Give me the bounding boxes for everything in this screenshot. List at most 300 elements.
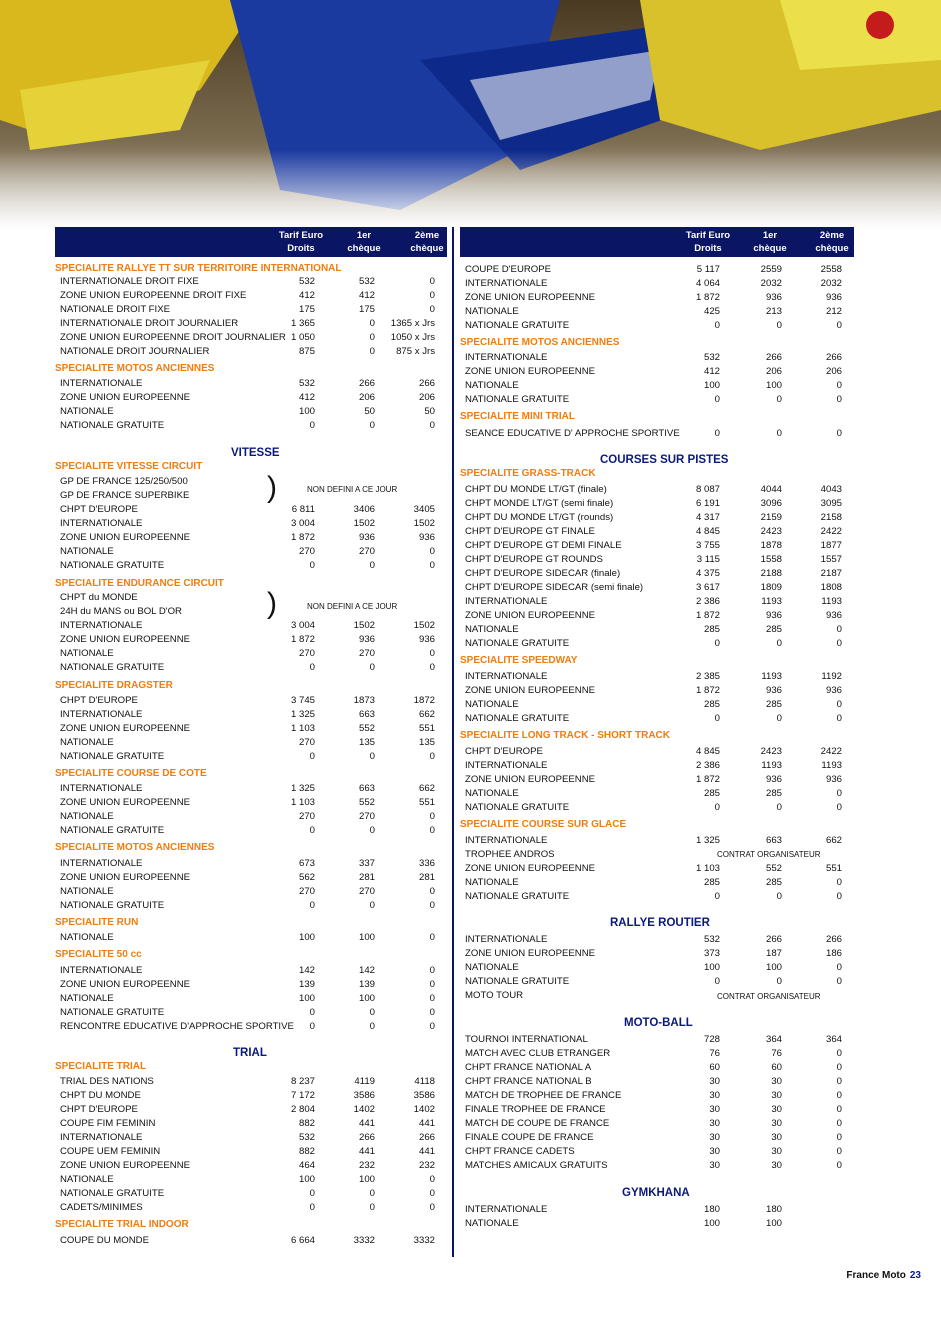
second-cheque-value: 662 <box>418 709 435 720</box>
second-cheque-value: 266 <box>418 378 435 389</box>
second-cheque-value: 336 <box>418 858 435 869</box>
row-label: INTERNATIONALE <box>465 671 548 682</box>
table-row <box>55 750 447 764</box>
row-label: CHPT D'EUROPE GT DEMI FINALE <box>465 540 622 551</box>
row-label: INTERNATIONALE <box>465 835 548 846</box>
first-cheque-value: 270 <box>358 648 375 659</box>
first-cheque-value: 663 <box>358 783 375 794</box>
second-cheque-value: 0 <box>836 1146 842 1157</box>
tarif-value: 6 664 <box>290 1235 315 1246</box>
tarif-value: 3 004 <box>290 620 315 631</box>
second-cheque-value: 1502 <box>413 518 435 529</box>
tarif-value: 1 872 <box>695 774 720 785</box>
first-cheque-value: 0 <box>776 428 782 439</box>
tarif-value: 532 <box>298 276 315 287</box>
first-cheque-value: 100 <box>765 1218 782 1229</box>
row-label: CHPT FRANCE NATIONAL B <box>465 1076 592 1087</box>
table-row <box>55 1103 447 1117</box>
tarif-value: 30 <box>709 1090 720 1101</box>
tarif-value: 270 <box>298 546 315 557</box>
row-label: CHPT FRANCE NATIONAL A <box>465 1062 592 1073</box>
tarif-value: 0 <box>714 802 720 813</box>
table-row <box>55 824 447 838</box>
second-cheque-value: 2158 <box>820 512 842 523</box>
table-row <box>55 1173 447 1187</box>
first-cheque-value: 30 <box>771 1118 782 1129</box>
second-cheque-value: 0 <box>429 1174 435 1185</box>
first-cheque-value: 337 <box>358 858 375 869</box>
first-cheque-value: 0 <box>369 332 375 343</box>
table-row <box>55 559 447 573</box>
first-cheque-value: 270 <box>358 811 375 822</box>
row-label: NATIONALE <box>465 788 519 799</box>
table-row <box>55 647 447 661</box>
tarif-value: 100 <box>703 962 720 973</box>
second-cheque-value: 0 <box>429 1021 435 1032</box>
second-cheque-value: 0 <box>836 624 842 635</box>
tarif-value: 3 115 <box>696 554 720 565</box>
row-label: ZONE UNION EUROPEENNE <box>465 863 596 874</box>
second-cheque-value: 0 <box>836 320 842 331</box>
second-cheque-value: 0 <box>429 648 435 659</box>
first-cheque-value: 187 <box>765 948 782 959</box>
tarif-value: 60 <box>709 1062 720 1073</box>
row-label: CHPT D'EUROPE <box>60 504 138 515</box>
tarif-value: 6 811 <box>291 504 315 515</box>
row-label: INTERNATIONALE <box>60 1132 143 1143</box>
first-cheque-value: 142 <box>358 965 375 976</box>
tarif-value: 270 <box>298 648 315 659</box>
tarif-value: 875 <box>298 346 315 357</box>
tarif-value: 142 <box>298 965 315 976</box>
section-heading: SPECIALITE VITESSE CIRCUIT <box>55 461 203 472</box>
row-label: NATIONALE GRATUITE <box>465 713 570 724</box>
second-cheque-value: 0 <box>836 713 842 724</box>
table-row <box>55 419 447 433</box>
second-cheque-value: 1808 <box>820 582 842 593</box>
row-label: INTERNATIONALE <box>60 620 143 631</box>
row-label: NATIONALE GRATUITE <box>60 825 165 836</box>
tarif-value: 0 <box>309 420 315 431</box>
category-title: VITESSE <box>231 447 280 459</box>
tarif-value: 0 <box>714 320 720 331</box>
row-label: INTERNATIONALE <box>60 709 143 720</box>
tarif-value: 1 365 <box>290 318 315 329</box>
second-cheque-value: 875 x Jrs <box>396 346 435 357</box>
table-row <box>460 975 854 989</box>
tarif-value: 30 <box>709 1104 720 1115</box>
tarif-value: 3 617 <box>695 582 720 593</box>
table-row <box>55 517 447 531</box>
row-label: CADETS/MINIMES <box>60 1202 143 1213</box>
tarif-value: 673 <box>298 858 315 869</box>
table-row <box>55 1145 447 1159</box>
table-row <box>55 708 447 722</box>
table-row <box>460 834 854 848</box>
first-cheque-value: 0 <box>369 662 375 673</box>
table-row <box>460 862 854 876</box>
tarif-value: 30 <box>709 1118 720 1129</box>
first-cheque-value: 3332 <box>353 1235 375 1246</box>
row-label: GP DE FRANCE 125/250/500 <box>60 476 188 487</box>
table-row <box>55 1089 447 1103</box>
second-cheque-value: 266 <box>418 1132 435 1143</box>
tarif-value: 1 103 <box>290 797 315 808</box>
tarif-value: 0 <box>309 1188 315 1199</box>
second-cheque-value: 1193 <box>821 596 842 607</box>
second-cheque-value: 0 <box>836 962 842 973</box>
section-heading: SPECIALITE TRIAL <box>55 1061 147 1072</box>
table-row <box>460 609 854 623</box>
table-row <box>460 427 854 441</box>
tarif-value: 270 <box>298 737 315 748</box>
row-label: CHPT DU MONDE <box>60 1090 141 1101</box>
second-cheque-value: 0 <box>429 1202 435 1213</box>
row-label: ZONE UNION EUROPEENNE <box>465 610 596 621</box>
row-label: NATIONALE GRATUITE <box>465 802 570 813</box>
tarif-value: 4 317 <box>695 512 720 523</box>
section-heading: SPECIALITE DRAGSTER <box>55 680 173 691</box>
first-cheque-value: 1502 <box>353 620 375 631</box>
tarif-value: 728 <box>703 1034 720 1045</box>
first-cheque-value: 100 <box>358 993 375 1004</box>
second-cheque-value: 936 <box>825 610 842 621</box>
first-cheque-value: 285 <box>765 699 782 710</box>
second-cheque-value: 3095 <box>820 498 842 509</box>
row-label: CHPT DU MONDE LT/GT (rounds) <box>465 512 614 523</box>
first-cheque-value: 0 <box>776 713 782 724</box>
row-label: ZONE UNION EUROPEENNE DROIT JOURNALIER <box>60 332 286 343</box>
first-cheque-value: 100 <box>358 932 375 943</box>
first-cheque-value: 2159 <box>760 512 782 523</box>
row-label: INTERNATIONALE <box>60 858 143 869</box>
tarif-value: 2 804 <box>290 1104 315 1115</box>
table-row <box>55 1234 447 1248</box>
table-row <box>460 379 854 393</box>
tarif-value: 1 325 <box>290 709 315 720</box>
row-label: ZONE UNION EUROPEENNE <box>60 797 191 808</box>
second-cheque-value: 0 <box>429 965 435 976</box>
table-row <box>55 317 447 331</box>
row-label: CHPT D'EUROPE SIDECAR (semi finale) <box>465 582 644 593</box>
table-row <box>55 377 447 391</box>
tarif-value: 1 103 <box>290 723 315 734</box>
first-cheque-value: 3586 <box>353 1090 375 1101</box>
row-label: SEANCE EDUCATIVE D' APPROCHE SPORTIVE <box>465 428 680 439</box>
row-label: INTERNATIONALE <box>465 934 548 945</box>
row-label: NATIONALE DROIT FIXE <box>60 304 170 315</box>
second-cheque-value: 1192 <box>821 671 842 682</box>
first-cheque-value: 663 <box>358 709 375 720</box>
row-label: NATIONALE <box>60 993 114 1004</box>
first-cheque-value: 552 <box>358 723 375 734</box>
table-row <box>55 275 447 289</box>
row-label: NATIONALE <box>465 306 519 317</box>
first-cheque-value: 266 <box>765 352 782 363</box>
second-cheque-value: 0 <box>429 811 435 822</box>
tarif-value: 285 <box>703 788 720 799</box>
row-label: NATIONALE GRATUITE <box>60 560 165 571</box>
table-row <box>460 581 854 595</box>
table-row <box>55 1159 447 1173</box>
tarif-value: 175 <box>298 304 315 315</box>
first-cheque-value: 936 <box>358 532 375 543</box>
tarif-value: 882 <box>298 1118 315 1129</box>
first-cheque-value: 0 <box>369 318 375 329</box>
table-row <box>460 801 854 815</box>
table-row <box>55 810 447 824</box>
first-cheque-value: 663 <box>765 835 782 846</box>
row-label: NATIONALE <box>60 886 114 897</box>
row-label: CHPT D'EUROPE SIDECAR (finale) <box>465 568 621 579</box>
section-heading: SPECIALITE SPEEDWAY <box>460 655 578 666</box>
first-cheque-value: 2188 <box>760 568 782 579</box>
first-cheque-value: 266 <box>358 378 375 389</box>
tarif-value: 30 <box>709 1076 720 1087</box>
table-row <box>460 623 854 637</box>
first-cheque-value: 0 <box>369 825 375 836</box>
second-cheque-value: 0 <box>836 428 842 439</box>
first-cheque-value: 60 <box>771 1062 782 1073</box>
table-row <box>460 511 854 525</box>
second-cheque-value: 1502 <box>413 620 435 631</box>
table-row <box>55 619 447 633</box>
page-number: 23 <box>909 1270 921 1281</box>
second-cheque-value: 0 <box>429 825 435 836</box>
first-cheque-value: 0 <box>369 346 375 357</box>
row-label: NATIONALE GRATUITE <box>465 976 570 987</box>
second-cheque-value: 0 <box>429 304 435 315</box>
first-cheque-value: 285 <box>765 624 782 635</box>
second-cheque-value: 1402 <box>413 1104 435 1115</box>
row-label: TROPHEE ANDROS <box>465 849 555 860</box>
row-label: FINALE COUPE DE FRANCE <box>465 1132 594 1143</box>
table-row <box>55 1075 447 1089</box>
section-heading: SPECIALITE ENDURANCE CIRCUIT <box>55 578 224 589</box>
tarif-value: 1 872 <box>290 634 315 645</box>
tarif-value: 100 <box>703 380 720 391</box>
first-cheque-value: 936 <box>765 774 782 785</box>
header-1er-cheque: 1er chèque <box>753 230 787 254</box>
row-label: NATIONALE <box>60 811 114 822</box>
table-row <box>460 1159 854 1173</box>
tarif-value: 4 375 <box>695 568 720 579</box>
tarif-value: 30 <box>709 1146 720 1157</box>
table-row <box>460 595 854 609</box>
first-cheque-value: 270 <box>358 886 375 897</box>
second-cheque-value: 3586 <box>413 1090 435 1101</box>
first-cheque-value: 0 <box>776 394 782 405</box>
row-note: NON DEFINI A CE JOUR <box>307 602 398 611</box>
first-cheque-value: 0 <box>776 638 782 649</box>
table-row <box>55 722 447 736</box>
first-cheque-value: 3406 <box>353 504 375 515</box>
table-row <box>55 964 447 978</box>
table-row <box>55 633 447 647</box>
table-row <box>460 319 854 333</box>
table-row <box>460 947 854 961</box>
first-cheque-value: 0 <box>776 976 782 987</box>
tarif-value: 532 <box>703 352 720 363</box>
tarif-value: 8 237 <box>290 1076 315 1087</box>
first-cheque-value: 76 <box>771 1048 782 1059</box>
second-cheque-value: 1872 <box>413 695 435 706</box>
second-cheque-value: 3332 <box>413 1235 435 1246</box>
first-cheque-value: 30 <box>771 1132 782 1143</box>
table-row <box>460 890 854 904</box>
row-label: NATIONALE <box>465 962 519 973</box>
row-label: ZONE UNION EUROPEENNE <box>60 723 191 734</box>
first-cheque-value: 1193 <box>761 760 782 771</box>
first-cheque-value: 139 <box>358 979 375 990</box>
first-cheque-value: 100 <box>358 1174 375 1185</box>
row-label: ZONE UNION EUROPEENNE DROIT FIXE <box>60 290 247 301</box>
tarif-value: 100 <box>703 1218 720 1229</box>
tarif-value: 412 <box>298 392 315 403</box>
row-label: MATCH DE TROPHEE DE FRANCE <box>465 1090 622 1101</box>
hero-photo <box>0 0 941 230</box>
second-cheque-value: 135 <box>418 737 435 748</box>
second-cheque-value: 0 <box>429 560 435 571</box>
second-cheque-value: 0 <box>836 394 842 405</box>
table-row <box>460 1089 854 1103</box>
row-label: ZONE UNION EUROPEENNE <box>60 532 191 543</box>
tarif-value: 425 <box>703 306 720 317</box>
first-cheque-value: 30 <box>771 1076 782 1087</box>
row-label: ZONE UNION EUROPEENNE <box>60 872 191 883</box>
tarif-value: 270 <box>298 886 315 897</box>
table-row <box>55 545 447 559</box>
first-cheque-value: 266 <box>358 1132 375 1143</box>
first-cheque-value: 441 <box>358 1146 375 1157</box>
row-label: MATCHES AMICAUX GRATUITS <box>465 1160 608 1171</box>
first-cheque-value: 50 <box>364 406 375 417</box>
table-row <box>55 796 447 810</box>
row-note: NON DEFINI A CE JOUR <box>307 485 398 494</box>
first-cheque-value: 0 <box>369 900 375 911</box>
second-cheque-value: 0 <box>429 1007 435 1018</box>
second-cheque-value: 936 <box>825 774 842 785</box>
first-cheque-value: 285 <box>765 877 782 888</box>
first-cheque-value: 0 <box>776 320 782 331</box>
second-cheque-value: 3405 <box>413 504 435 515</box>
table-row <box>55 782 447 796</box>
row-label: MATCH AVEC CLUB ETRANGER <box>465 1048 611 1059</box>
tarif-value: 0 <box>714 394 720 405</box>
table-row <box>55 978 447 992</box>
section-heading: SPECIALITE MOTOS ANCIENNES <box>55 842 215 853</box>
tarif-value: 7 172 <box>290 1090 315 1101</box>
tarif-value: 1 872 <box>290 532 315 543</box>
table-row <box>55 661 447 675</box>
second-cheque-value: 232 <box>418 1160 435 1171</box>
tarif-value: 0 <box>309 751 315 762</box>
second-cheque-value: 551 <box>418 797 435 808</box>
table-row <box>460 745 854 759</box>
table-row <box>460 773 854 787</box>
second-cheque-value: 551 <box>418 723 435 734</box>
first-cheque-value: 30 <box>771 1160 782 1171</box>
header-tarif-euro: Tarif Euro Droits <box>278 230 324 254</box>
table-row <box>55 1006 447 1020</box>
table-row <box>460 553 854 567</box>
second-cheque-value: 936 <box>418 634 435 645</box>
table-row <box>55 1131 447 1145</box>
first-cheque-value: 936 <box>765 685 782 696</box>
tarif-value: 0 <box>714 713 720 724</box>
tarif-value: 1 872 <box>695 685 720 696</box>
table-row <box>460 291 854 305</box>
tarif-value: 285 <box>703 699 720 710</box>
table-row <box>460 1203 854 1217</box>
row-label: NATIONALE <box>60 406 114 417</box>
table-row <box>460 1145 854 1159</box>
table-row <box>55 289 447 303</box>
tarif-value: 464 <box>298 1160 315 1171</box>
table-row <box>55 1020 447 1034</box>
row-label: NATIONALE <box>60 932 114 943</box>
second-cheque-value: 0 <box>429 900 435 911</box>
table-row <box>55 503 447 517</box>
first-cheque-value: 100 <box>765 380 782 391</box>
row-label: NATIONALE GRATUITE <box>60 900 165 911</box>
second-cheque-value: 364 <box>825 1034 842 1045</box>
table-row <box>460 567 854 581</box>
row-note: CONTRAT ORGANISATEUR <box>717 992 821 1001</box>
tarif-value: 532 <box>703 934 720 945</box>
row-label: ZONE UNION EUROPEENNE <box>465 292 596 303</box>
row-label: ZONE UNION EUROPEENNE <box>60 1160 191 1171</box>
row-label: ZONE UNION EUROPEENNE <box>60 634 191 645</box>
first-cheque-value: 552 <box>358 797 375 808</box>
table-row <box>460 1103 854 1117</box>
row-label: ZONE UNION EUROPEENNE <box>60 979 191 990</box>
row-label: NATIONALE GRATUITE <box>60 420 165 431</box>
tarif-value: 100 <box>298 1174 315 1185</box>
tarif-value: 180 <box>703 1204 720 1215</box>
row-label: NATIONALE GRATUITE <box>60 751 165 762</box>
table-row <box>55 992 447 1006</box>
row-label: CHPT D'EUROPE <box>465 746 543 757</box>
row-label: CHPT D'EUROPE GT ROUNDS <box>465 554 603 565</box>
section-heading: SPECIALITE GRASS-TRACK <box>460 468 596 479</box>
tarif-value: 0 <box>309 1202 315 1213</box>
table-row <box>55 736 447 750</box>
second-cheque-value: 1365 x Jrs <box>390 318 435 329</box>
tarif-value: 0 <box>309 900 315 911</box>
second-cheque-value: 0 <box>836 1062 842 1073</box>
second-cheque-value: 662 <box>418 783 435 794</box>
table-row <box>460 933 854 947</box>
first-cheque-value: 4044 <box>760 484 782 495</box>
table-row <box>460 365 854 379</box>
first-cheque-value: 206 <box>765 366 782 377</box>
table-row <box>55 391 447 405</box>
row-label: CHPT FRANCE CADETS <box>465 1146 575 1157</box>
row-label: NATIONALE <box>465 877 519 888</box>
tarif-value: 6 191 <box>695 498 720 509</box>
table-row <box>460 759 854 773</box>
second-cheque-value: 2032 <box>820 278 842 289</box>
second-cheque-value: 2558 <box>820 264 842 275</box>
second-cheque-value: 936 <box>825 292 842 303</box>
second-cheque-value: 266 <box>825 934 842 945</box>
table-row <box>460 525 854 539</box>
row-label: ZONE UNION EUROPEENNE <box>465 685 596 696</box>
table-row <box>460 539 854 553</box>
first-cheque-value: 0 <box>369 420 375 431</box>
row-label: ZONE UNION EUROPEENNE <box>465 948 596 959</box>
